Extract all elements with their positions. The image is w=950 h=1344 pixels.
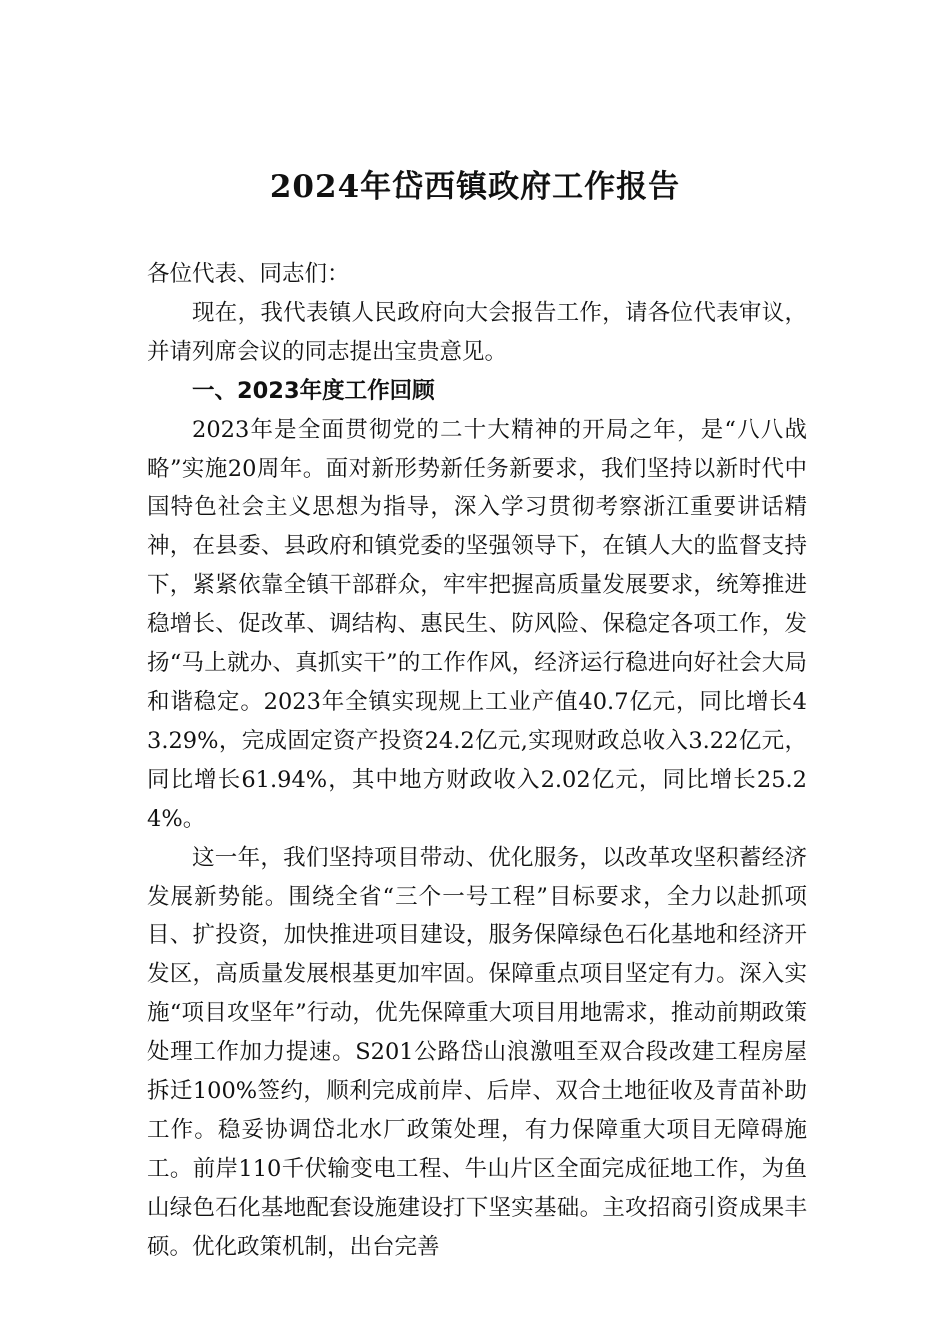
projects-paragraph: 这一年，我们坚持项目带动、优化服务，以改革攻坚积蓄经济发展新势能。围绕全省“三个一号工程”目标要求，全力以赴抓项目、扩投资，加快推进项目建设，服务保障绿色石化基地和经济开发区，高质量发展根基更加牢固。保障重点项目坚定有力。深入实施“项目攻坚年”行动，优先保障重大项目用地需求，推动前期政策处理工作加力提速。S201公路岱山浪激咀至双合段改建工程房屋拆迁100%签约，顺利完成前岸、后岸、双合土地征收及青苗补助工作。稳妥协调岱北水厂政策处理，有力保障重大项目无障碍施工。前岸110千伏输变电工程、牛山片区全面完成征地工作，为鱼山绿色石化基地配套设施建设打下坚实基础。主攻招商引资成果丰硕。优化政策机制，出台完善 <box>147 844 807 1260</box>
section-heading: 一、2023年度工作回顾 <box>192 377 435 404</box>
salutation: 各位代表、同志们： <box>147 261 350 287</box>
opening-paragraph: 现在，我代表镇人民政府向大会报告工作，请各位代表审议，并请列席会议的同志提出宝贵意见。 <box>147 299 807 365</box>
review-paragraph: 2023年是全面贯彻党的二十大精神的开局之年，是“八八战略”实施20周年。面对新形势新任务新要求，我们坚持以新时代中国特色社会主义思想为指导，深入学习贯彻考察浙江重要讲话精神，在县委、县政府和镇党委的坚强领导下，在镇人大的监督支持下，紧紧依靠全镇干部群众，牢牢把握高质量发展要求，统筹推进稳增长、促改革、调结构、惠民生、防风险、保稳定各项工作，发扬“马上就办、真抓实干”的工作作风，经济运行稳进向好社会大局和谐稳定。2023年全镇实现规上工业产值40.7亿元，同比增长43.29%，完成固定资产投资24.2亿元,实现财政总收入3.22亿元，同比增长61.94%，其中地方财政收入2.02亿元，同比增长25.24%。 <box>147 416 807 832</box>
document-title: 2024年岱西镇政府工作报告 <box>269 169 681 205</box>
document-body <box>147 255 807 1267</box>
